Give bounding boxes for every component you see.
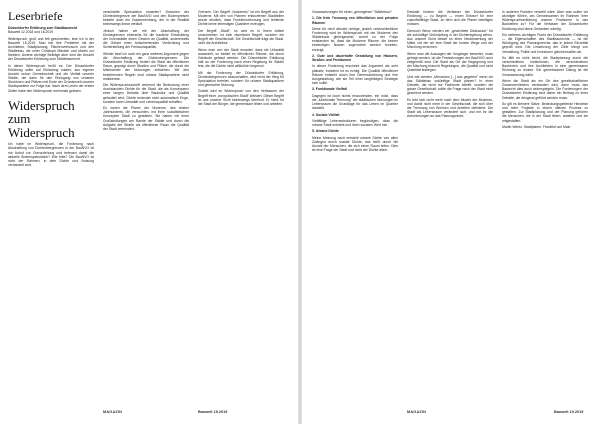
paragraph: Deshalb fordern die Verfasser der Düsseldorfer Erklärung — zu Beginn — einen Entwurf für eine zukunftsfähige Stadt, an dem sich die Planer beteiligen müssen.	[407, 10, 493, 27]
right-column-1	[312, 10, 398, 390]
paragraph: In dieser Widerspruch heißt es: Der Düsseldorfer Erklärung sollte auf Einladung lokaler, aus eigener Ansicht schon Gemeinschaft und die Vielfalt unserer Städte, der darin für den Rückgang von urbanen Strukturen und Plätzen mit Ende der Gründerzeit unserer Stadtquartiere zur Folge hat. Nach dem Lesen der ersten Zeilen habe den Widerspruch mehrmals gelesen.	[8, 63, 94, 93]
left-page	[0, 0, 298, 424]
paragraph: Wenn die Stadt als ein Ort des gesellschaftlichen Zusammenlebens verstanden wird, dann muss das Baurecht dies auch widerspiegeln. Die Forderungen der Düsseldorfer Erklärung sind daher ein Beitrag zu einer Debatte, die dringend geführt werden muss.	[502, 78, 588, 100]
paragraph: Mit der Forderung der Düsseldorfer Erklärung, Dichteobergrenzen abzuschaffen, wird nicht der Weg für Spekulation bereitet, sondern für urbane Stadtquartiere und gemischte Nutzung.	[198, 70, 284, 88]
paragraph: Jedoch haben wir mit der Abschaffung der Dichtegrenzen einerseits für die bauliche Entwicklung der Innenstädte einen Gewinn an Qualität, andererseits die Gefahr einer fortschreitenden Verdichtung und Sicherstellung der Freiraumqualität.	[103, 28, 189, 50]
list-heading: 2. Gute und dauerhafte Gestaltung von Häusern, Straßen und Freiräumen	[312, 53, 398, 63]
footer-issue: Bauwelt 19.2019	[198, 409, 228, 414]
right-footer	[407, 410, 426, 415]
paragraph: In dieser Forderung erscheint das Argument als sehr plakativ, trotzdem ist es richtig. Die Qualität öffentlicher Räume entsteht durch ihre Dimensionierung und ihre Ausgestaltung, wie sie Teil einer langfristigen Strategie sein sollte.	[312, 64, 398, 86]
paragraph: Dagegen ist doch nichts einzuwenden, ein Indiz, dass die „funktionale Trennung" der städtischen Nutzungen im Lebensraum die Grundlage für das Leben im Quartier darstellt.	[312, 93, 398, 111]
paragraph: Ein weiteres wichtiges Punkt der Düsseldorfer Erklärung — die Eigenschaften des Stadtbaurechts — ist die Würdigung des Planungsrechts, das in jedem Einzelfall geprüft wird. Die Umsetzung der Ziele hängt von Verwaltung, Politik und Investoren gleichermaßen ab.	[502, 32, 588, 54]
paragraph: Wenn man von der Stadt erwartet, dass sie Urbanität ausstrahlt, so bedarf es öffentlicher Räume, die durch Gebäude gefasst werden. Die Düsseldorfer Erklärung hält an der Forderung nach einer Regelung für Städte fest, die die Dichte nicht willkürlich begrenzt.	[198, 47, 284, 69]
paragraph: Diese für mich absolut richtige, jedoch unterschiedliche Forderung wird im Widerspruch mit der Moderne des Städtebaus gleichgesetzt, womit zu der Folge entstanden ist, dass die Moderne Räume, die keinen eindeutigen Nutzen zugeordnet werden konnten, erzeugt.	[312, 26, 398, 52]
paragraph: in anderen Punkten verweilt wäre. Aber was sollen wir wichtiger fühlen, am Gemeinsamen im Rahmen ihrer Widerspruchserklärung unserer Positionen in das Baustellen zu? Für die Verfasser der Düsseldorfer Erklärung sind diese Gedanken wichtig.	[502, 10, 588, 31]
paragraph: Es lebt sich nicht mehr nach dem Muster der Moderne, und damit nicht mehr in der Gesellschaft, die sich über die Trennung von Wohnen und Arbeiten definierte. Die Stadt als Lebensraum verändert sich, und mit ihr die Anforderungen an das Planungsrecht.	[407, 97, 493, 119]
paragraph: verschärfte Spekulation erwarten? Zwischen der Dichteobergrenze der BauNVO und den Bodenpreisen besteht doch ein Zusammenhang, der in der Realität keineswegs linear verläuft.	[103, 10, 189, 27]
paragraph: Wieder fand ich noch ein ganz weiteres Argument gegen die Abschaffung der Dichteobergrenzen. Die Düsseldorfer Erklärung fordert die Stadt als öffentlicher Raum, geprägt durch Straßen und Plätze, die durch ein Miteinander der Nutzungen entstehen. Mit den bestehenden Regeln sind urbane Stadtquartiere nicht realisierbar.	[103, 51, 189, 81]
paragraph: Der Begriff „Stadt", so wird es in Ihrem Artikel umschrieben, ist kein räumlicher Begriff, sondern ein Begriff der Gesellschaft. Die Gesellschaft trägt die Stadt, nicht die Architektur.	[198, 28, 284, 46]
left-footer-issue	[198, 410, 227, 415]
section-heading-widerspruch: Widerspruch zum Widerspruch	[8, 97, 75, 140]
list-heading: 1. Die freie Trennung von öffentlichen und privaten Räumen	[312, 16, 398, 25]
list-heading: 5. Urbane Dichte	[312, 129, 339, 134]
article-subhead: Düsseldorfer Erklärung zum Stadtbaurecht	[8, 26, 78, 30]
paragraph: So fällt es nicht leicht, die Stadtplanung durch die verschiedenen Institutionen, die verschiedenen Bauherren und ihre Architekten in eine gemeinsame Richtung zu lenken. Ein gemeinsamer Dialog ist die Voraussetzung dafür.	[502, 55, 588, 77]
left-column-1	[8, 10, 94, 390]
right-footer-issue	[554, 410, 583, 415]
left-column-3	[198, 10, 284, 390]
paragraph: Wenn man die Aussagen der Vorgänger bewertet, muss gefragt werden, ob die Festsetzungen der BauNVO noch zeitgemäß sind. Die Stadt als Ort der Begegnung und der Mischung braucht Regelungen, die Qualität und nicht Quantität festlegen.	[407, 51, 493, 73]
section-heading-leserbriefe: Leserbriefe	[8, 10, 63, 23]
paragraph: Die Widerspruchsschrift verkennt die Bedeutung einer durchdachten Dichte für die Stadt, die als Konsequenz einer langen Debatte über Baukultur und Qualität gefordert wird. Dichte bedeutet nicht automatisch Enge, sondern kann Urbanität und Lebensqualität schaffen.	[103, 83, 189, 104]
footer-brand: MAGAZIN	[103, 409, 123, 414]
right-page	[302, 0, 600, 424]
paragraph: Voraussetzungen für einen „gelungenen" Städtebau?	[312, 10, 392, 14]
paragraph: So gilt es kleinere Sätze, Bedeutungsgebende Hinweise und mehr Projekte in einem offenen Prozess zu gestalten. Zur Stadtplanung und der Planung gehören die Menschen, die in der Stadt leben, arbeiten und sie mitgestalten.	[502, 101, 588, 123]
list-heading: 4. Soziale Vielfalt	[312, 112, 340, 117]
paragraph: Es waren die Planer der Moderne, des letzten Jahrhunderts, die versuchten, mit Ihren sozialistischen Konzepten Stadt zu gestalten. Sie haben mit ihren Großsiedlungen am Rande der Städte und durch die Aufgabe der Straße als öffentlicher Raum die Qualität der Stadt vermindert.	[103, 106, 189, 131]
paragraph: Vielfältige Lebensstrukturen begünstigen, dass die urbane Stadt entsteht und ihren sozialen Wert hat.	[312, 118, 398, 128]
left-footer	[103, 410, 122, 415]
letter-signature: Martin Wentz, Stadtplaner, Frankfurt am Main	[502, 124, 571, 129]
paragraph: Dennoch Wenz werden wir „gewichtete Diskussion" für die zukünftige Verknüpfung in der Dichteregelung sehen. Aus unserer Sicht bedarf es einer Neubewertung der Mittel, mit der wir eine Stadt der kurzen Wege und der Mischung erreichen.	[407, 28, 493, 50]
paragraph: Ich halte im Widerspruch, die Forderung nach Abschaffung von Dichteobergrenzen in der BauNVO ist mir Aufruf zur Grenzziehung und befeuert damit die aktuelle Bodenspekulation? Wie bitte? Die BauNVO ist nicht der Rahmen, in dem Dichte und Nutzung verhandelt wird.	[8, 142, 94, 167]
paragraph: Zuletzt wird im Widerspruch von den Verfassern der Begriff einer „europäischen Stadt" kritisiert. Dieser Begriff ist aus unserer Sicht keineswegs überholt. Er steht für die Stadt der Bürger, die gemeinsam leben und arbeiten.	[198, 89, 284, 106]
paragraph: Und wie werden „Menschen [...] aus gegeben" wenn wir das Städtebau zukünftige Stadt planen? In einer Debatte, die nicht nur Fachleute betrifft, sondern die ganze Gesellschaft, sollte die Frage nach der Stadt nicht gescheut werden.	[407, 74, 493, 96]
paragraph: Grenzen. Der Begriff „Nutzermix" ist ein Begriff aus der Moderne. Mit den von Planern entworfenen Stadtteilen wurde deutlich, dass Funktionstrennung und fehlende Dichte keine lebendigen Quartiere erzeugen.	[198, 10, 284, 27]
right-column-2	[407, 10, 493, 390]
footer-brand: MAGAZIN	[407, 409, 427, 414]
left-column-2	[103, 10, 189, 390]
list-heading: 3. Funktionale Vielfalt	[312, 87, 347, 92]
article-issue-ref: Bauwelt 12.2018 und 16.2019	[8, 30, 54, 35]
paragraph: Meine Meinung nach entsteht urbane Dichte von allen Zwängen durch soziale Dichte, das heißt durch die Anzahl der Menschen, die sich einen Raum teilen. Dies ist eine Frage der Stadt und nicht der Dichte allein.	[312, 135, 398, 153]
paragraph: Widerspruch, groß und fett geschrieben, lese ich in der Bauwelt 15.2019. Man hat Ihre Probleme mit der Architektur, Stadtplanung, Flächenverbrauch und den Städtebau, die unter Christoph Mäckler und Martin zur Nedden, Andere wichtige Beiträge aber sind der Ansicht der Düsseldorfer Erklärung zum Städtebaurecht.	[8, 36, 94, 62]
footer-issue: Bauwelt 19.2019	[554, 409, 584, 414]
right-column-3	[502, 10, 588, 390]
